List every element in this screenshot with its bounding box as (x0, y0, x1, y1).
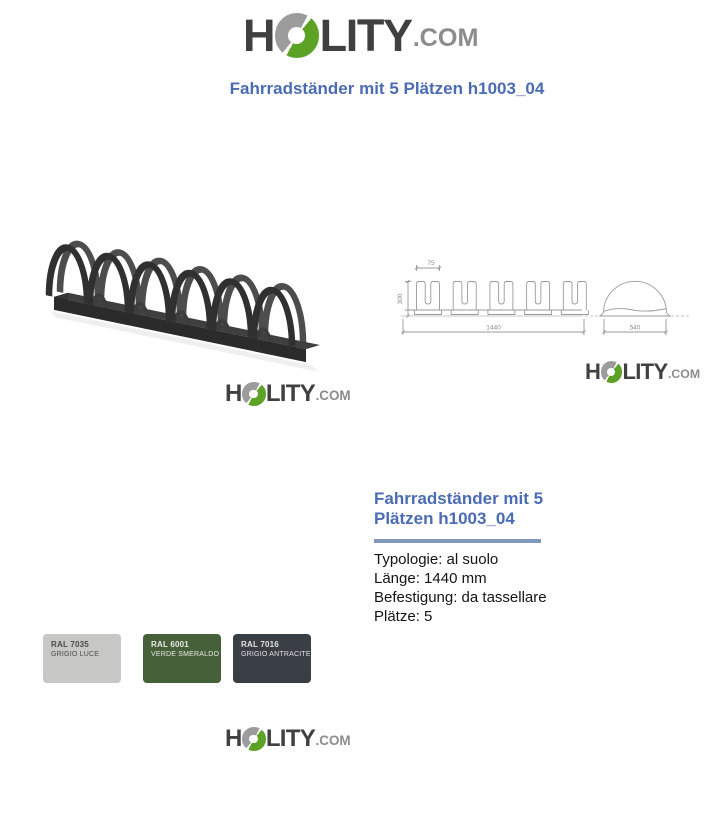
attribute-laenge: Länge: 1440 mm (374, 570, 487, 587)
logo-text-lity: LITY (265, 380, 315, 407)
color-swatch-ral-6001 (143, 634, 221, 683)
product-heading: Fahrradständer mit 5 Plätzen h1003_04 (374, 489, 544, 528)
attribute-typologie: Typologie: al suolo (374, 551, 499, 568)
holity-o-swirl-icon (242, 382, 266, 406)
logo-text-com: .COM (667, 366, 701, 381)
dim-depth-label: 540 (629, 324, 641, 332)
holity-o-swirl-icon (242, 727, 266, 751)
holity-logo[interactable] (243, 10, 479, 61)
holity-watermark-right (585, 361, 700, 383)
logo-text-com: .COM (412, 24, 479, 53)
attribute-plaetze: Plätze: 5 (374, 608, 433, 625)
holity-o-swirl-icon (275, 13, 319, 57)
logo-text-com: .COM (315, 388, 351, 404)
logo-text-com: .COM (315, 733, 351, 749)
swatch-color-name: GRIGIO LUCE (51, 651, 100, 658)
technical-drawing-image (395, 248, 690, 340)
logo-text-h: H (585, 359, 601, 384)
logo-text-lity: LITY (319, 10, 412, 61)
logo-text-lity: LITY (622, 359, 668, 384)
swatch-color-name: GRIGIO ANTRACITE (241, 651, 311, 658)
swatch-color-name: VERDE SMERALDO (151, 651, 220, 658)
dim-height-label: 300 (397, 293, 404, 305)
product-render-image (38, 231, 360, 383)
product-info-block (374, 489, 554, 626)
attribute-befestigung: Befestigung: da tassellare (374, 589, 547, 606)
page-title: Fahrradständer mit 5 Plätzen h1003_04 (229, 79, 545, 98)
logo-text-lity: LITY (265, 725, 315, 752)
heading-divider (374, 539, 541, 543)
color-swatch-ral-7035 (43, 634, 121, 683)
dim-slot-width-label: 75 (427, 260, 435, 267)
color-swatch-ral-7016 (233, 634, 311, 683)
swatch-ral-code: RAL 7035 (51, 640, 89, 649)
logo-text-h: H (243, 10, 275, 61)
product-attributes (374, 550, 554, 626)
dim-length-label: 1440 (486, 324, 501, 332)
holity-watermark-left (225, 382, 351, 406)
swatch-ral-code: RAL 7016 (241, 640, 279, 649)
swatch-ral-code: RAL 6001 (151, 640, 189, 649)
holity-o-swirl-icon (601, 361, 623, 383)
logo-text-h: H (225, 725, 242, 752)
holity-logo-footer (225, 727, 351, 751)
logo-text-h: H (225, 380, 242, 407)
